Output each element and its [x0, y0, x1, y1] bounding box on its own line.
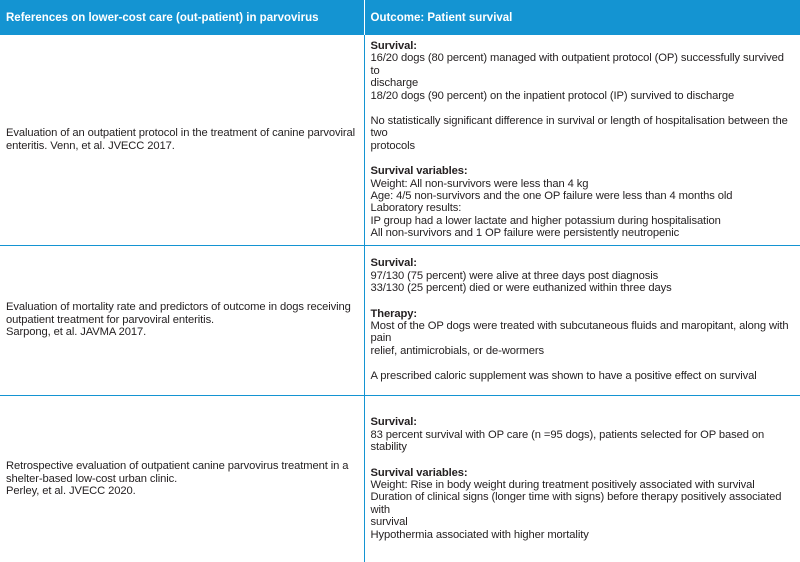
survival-variables-heading: Survival variables: [370, 165, 468, 178]
survival-variables-heading: Survival variables: [370, 466, 468, 479]
outcome-line: IP group had a lower lactate and higher potassium during hospitalisation [370, 214, 721, 227]
table-row [0, 35, 800, 245]
outcome-line: Weight: All non-survivors were less than 4 kg [370, 177, 589, 190]
outcome-line: Weight: Rise in body weight during treatment positively associated with survival [370, 479, 755, 492]
reference-cell [0, 35, 364, 245]
outcome-line: 18/20 dogs (90 percent) on the inpatient protocol (IP) survived to discharge [370, 89, 735, 102]
outcome-line: survival [370, 516, 408, 529]
outcome-line: Duration of clinical signs (longer time with signs) before therapy positively associated with [370, 491, 782, 516]
reference-line: enteritis. Venn, et al. JVECC 2017. [6, 139, 175, 152]
outcome-cell [364, 35, 800, 245]
outcome-line: discharge [370, 77, 419, 90]
column-header-references: References on lower-cost care (out-patient) in parvovirus [0, 0, 364, 35]
outcome-line: Most of the OP dogs were treated with subcutaneous fluids and maropitant, along with pain [370, 320, 789, 345]
table-row [0, 245, 800, 395]
reference-line: outpatient treatment for parvoviral enteritis. [6, 313, 215, 326]
reference-cell [0, 395, 364, 562]
table-header-row [0, 0, 800, 35]
outcome-line: All non-survivors and 1 OP failure were persistently neutropenic [370, 227, 680, 240]
survival-heading: Survival: [370, 39, 417, 52]
outcome-line: 83 percent survival with OP care (n =95 dogs), patients selected for OP based on stability [370, 428, 765, 454]
reference-line: Evaluation of an outpatient protocol in the treatment of canine parvoviral [6, 127, 355, 140]
reference-cell [0, 245, 364, 395]
reference-line: Perley, et al. JVECC 2020. [6, 484, 136, 497]
outcome-line: Laboratory results: [370, 202, 462, 215]
outcome-line: Hypothermia associated with higher mortality [370, 528, 589, 541]
survival-heading: Survival: [370, 416, 417, 429]
outcome-line: 97/130 (75 percent) were alive at three days post diagnosis [370, 269, 659, 282]
outcome-line: A prescribed caloric supplement was shown to have a positive effect on survival [370, 370, 757, 383]
outcome-line: Age: 4/5 non-survivors and the one OP failure were less than 4 months old [370, 189, 733, 202]
outcome-line: 33/130 (25 percent) died or were euthanized within three days [370, 282, 672, 295]
outcome-cell [364, 395, 800, 562]
outcome-line: No statistically significant difference in survival or length of hospitalisation between the two [370, 114, 788, 140]
outcome-line: protocols [370, 139, 415, 152]
table-row [0, 395, 800, 562]
survival-heading: Survival: [370, 257, 417, 270]
outcome-cell [364, 245, 800, 395]
outcome-line: relief, antimicrobials, or de-wormers [370, 344, 544, 357]
reference-line: Retrospective evaluation of outpatient canine parvovirus treatment in a [6, 460, 349, 473]
column-header-outcome: Outcome: Patient survival [364, 0, 800, 35]
reference-line: Sarpong, et al. JAVMA 2017. [6, 326, 147, 339]
therapy-heading: Therapy: [370, 307, 417, 320]
reference-line: Evaluation of mortality rate and predictors of outcome in dogs receiving [6, 301, 351, 314]
reference-line: shelter-based low-cost urban clinic. [6, 472, 178, 485]
outcome-line: 16/20 dogs (80 percent) managed with outpatient protocol (OP) successfully survived to [370, 52, 784, 77]
